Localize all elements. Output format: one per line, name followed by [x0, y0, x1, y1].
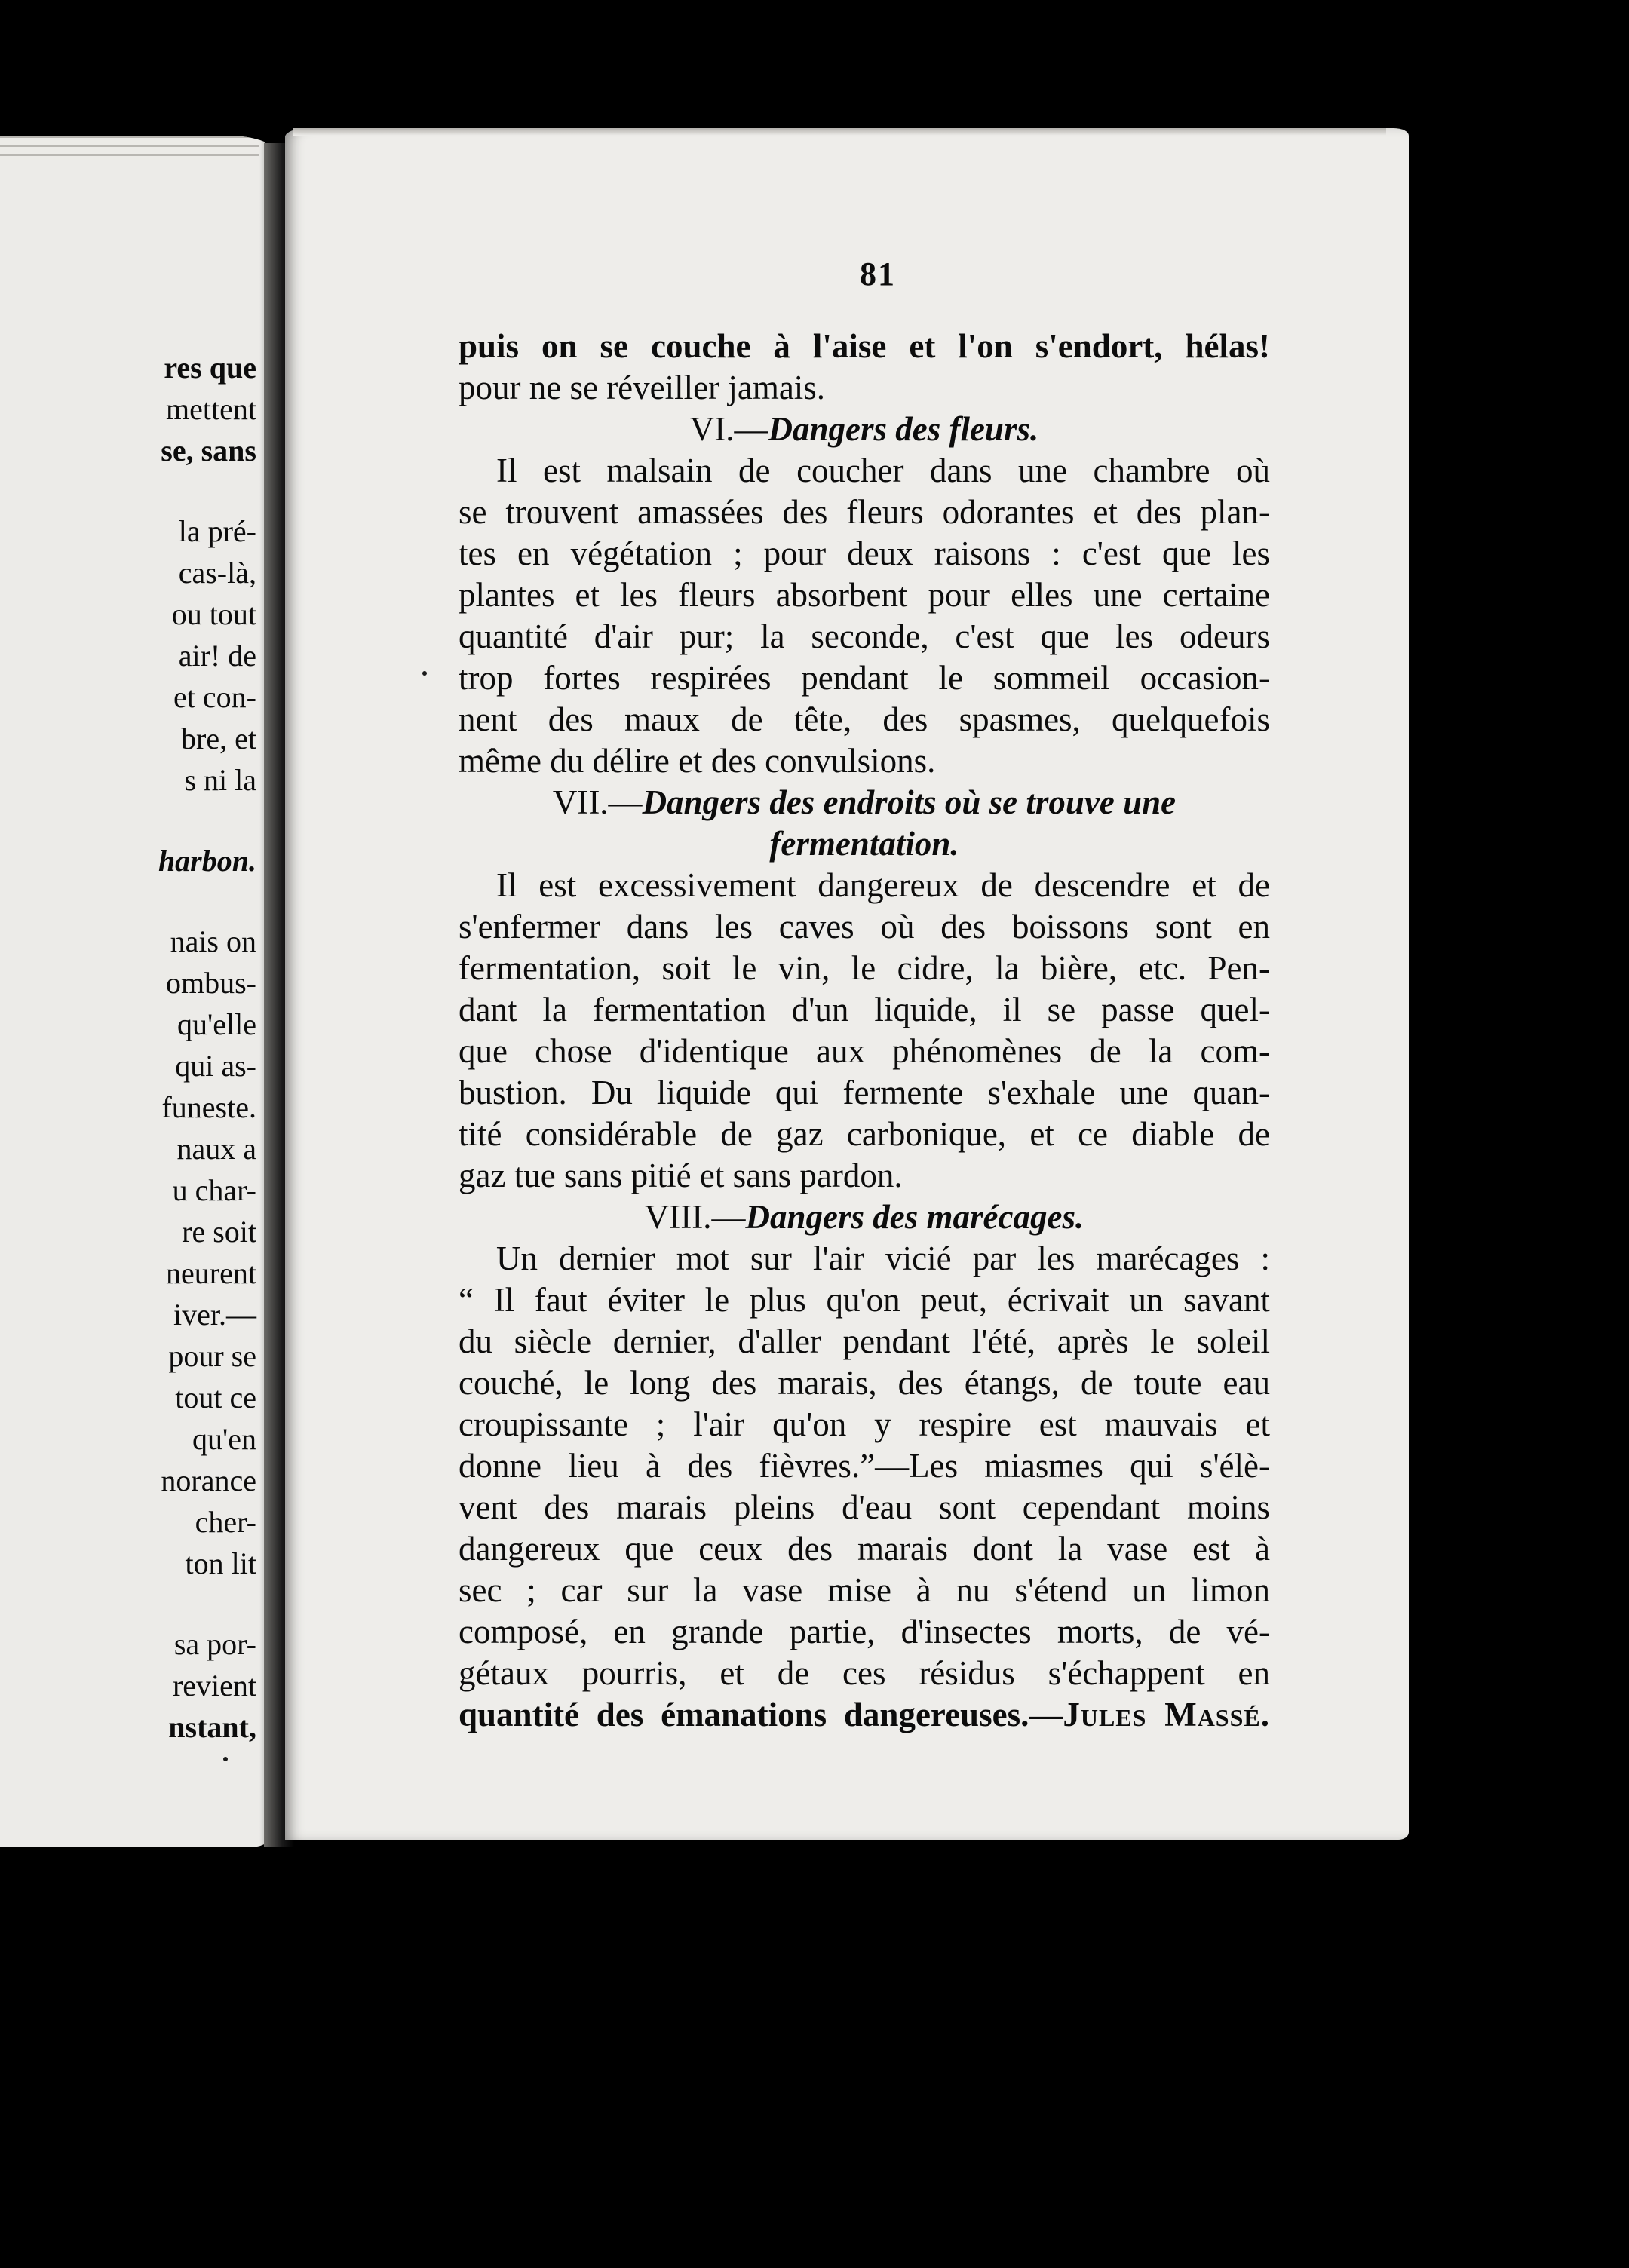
text-fragment: naux a	[176, 1132, 256, 1166]
text-line: même du délire et des convulsions.	[459, 742, 936, 780]
heading-number: VIII.—	[644, 1198, 746, 1236]
heading-title: Dangers des fleurs.	[768, 410, 1039, 448]
text-line: gaz tue sans pitié et sans pardon.	[459, 1157, 903, 1194]
text-fragment: re soit	[182, 1215, 256, 1249]
heading-number: VI.—	[689, 410, 768, 448]
text-fragment: bre, et	[181, 722, 256, 755]
heading-number: VII.—	[552, 783, 643, 821]
text-line: Il est excessivement dangereux de descendre et de	[496, 866, 1270, 904]
text-line: que chose d'identique aux phénomènes de la com-	[459, 1032, 1270, 1070]
text-fragment: qu'en	[192, 1422, 256, 1456]
text-line: nent des maux de tête, des spasmes, quelquefois	[459, 700, 1270, 738]
text-line: donne lieu à des fièvres.”—Les miasmes qui s'élè-	[459, 1447, 1270, 1485]
heading-title: Dangers des marécages.	[745, 1198, 1084, 1236]
line-gap	[158, 881, 256, 921]
text-fragment: pour se	[168, 1339, 256, 1373]
text-fragment: neurent	[166, 1256, 256, 1290]
text-fragment: nais on	[170, 924, 256, 958]
page-stack-edge	[0, 145, 273, 147]
text-line: fermentation, soit le vin, le cidre, la bière, etc. Pen-	[459, 949, 1270, 987]
section-viii-paragraph	[459, 1238, 1270, 1694]
section-heading-vi	[459, 409, 1270, 450]
page-body	[459, 326, 1270, 1736]
text-line: Un dernier mot sur l'air vicié par les marécages :	[496, 1240, 1270, 1277]
text-fragment: ombus-	[166, 966, 256, 1000]
text-fragment: sa por-	[173, 1627, 256, 1661]
text-fragment: norance	[161, 1463, 256, 1497]
text-line: plantes et les fleurs absorbent pour elles une certaine	[459, 576, 1270, 614]
author-signature: Jules Massé.	[1063, 1696, 1270, 1733]
text-fragment: revient	[172, 1669, 256, 1703]
text-line: sec ; car sur la vase mise à nu s'étend un limon	[459, 1571, 1270, 1609]
closing-text: quantité des émanations dangereuses.—	[459, 1696, 1063, 1733]
text-fragment: s ni la	[184, 763, 256, 797]
closing-line	[459, 1694, 1270, 1736]
line-gap	[158, 471, 256, 510]
text-fragment: se, sans	[161, 434, 256, 467]
page-top-edge	[293, 128, 1386, 136]
text-line: s'enfermer dans les caves où des boissons sont en	[459, 908, 1270, 946]
heading-title: Dangers des endroits où se trouve une	[642, 783, 1176, 821]
previous-page-text	[158, 347, 256, 1748]
line-gap	[158, 801, 256, 840]
section-heading-vii	[459, 782, 1270, 823]
line-gap	[158, 1584, 256, 1623]
heading-title: fermentation.	[769, 825, 959, 863]
ink-speck	[422, 671, 427, 676]
text-fragment: cas-là,	[178, 556, 256, 590]
text-line: tes en végétation ; pour deux raisons : c'est que les	[459, 535, 1270, 572]
section-vii-paragraph	[459, 865, 1270, 1197]
text-fragment: qui as-	[175, 1049, 256, 1083]
text-line: gétaux pourris, et de ces résidus s'échappent en	[459, 1654, 1270, 1692]
text-fragment: tout ce	[175, 1381, 256, 1414]
text-fragment: qu'elle	[177, 1007, 256, 1041]
text-line: du siècle dernier, d'aller pendant l'été, après le soleil	[459, 1322, 1270, 1360]
text-line: dant la fermentation d'un liquide, il se passe quel-	[459, 991, 1270, 1028]
text-line: se trouvent amassées des fleurs odorantes et des plan-	[459, 493, 1270, 531]
text-fragment: et con-	[173, 680, 256, 714]
continued-line: pour ne se réveiller jamais.	[459, 369, 826, 406]
ink-speck	[223, 1757, 228, 1761]
text-line: couché, le long des marais, des étangs, de toute eau	[459, 1364, 1270, 1402]
text-line: “ Il faut éviter le plus qu'on peut, écrivait un savant	[459, 1281, 1270, 1319]
text-fragment: funeste.	[161, 1090, 256, 1124]
text-fragment: mettent	[166, 392, 256, 426]
section-heading-viii	[459, 1197, 1270, 1238]
text-fragment: harbon.	[158, 844, 256, 878]
text-fragment: res que	[164, 351, 256, 385]
text-fragment: u char-	[172, 1173, 256, 1207]
text-line: composé, en grande partie, d'insectes morts, de vé-	[459, 1613, 1270, 1650]
text-fragment: air! de	[178, 639, 256, 673]
current-page	[285, 128, 1409, 1840]
section-heading-vii-continued	[459, 823, 1270, 865]
text-line: tité considérable de gaz carbonique, et ce diable de	[459, 1115, 1270, 1153]
page-number: 81	[860, 256, 896, 293]
text-line: trop fortes respirées pendant le sommeil occasion-	[459, 659, 1270, 697]
text-line: quantité d'air pur; la seconde, c'est que les odeurs	[459, 618, 1270, 655]
previous-page	[0, 136, 273, 1847]
text-line: vent des marais pleins d'eau sont cependant moins	[459, 1488, 1270, 1526]
page-stack-edge	[0, 154, 273, 156]
text-line: dangereux que ceux des marais dont la vase est à	[459, 1530, 1270, 1568]
text-line: Il est malsain de coucher dans une chambre où	[496, 452, 1270, 489]
page-stack-edge	[0, 136, 273, 138]
text-fragment: nstant,	[168, 1710, 256, 1744]
text-fragment: ou tout	[171, 597, 256, 631]
continued-line: puis on se couche à l'aise et l'on s'endort, hélas!	[459, 327, 1270, 365]
text-fragment: iver.—	[173, 1298, 256, 1332]
text-fragment: cher-	[195, 1505, 256, 1539]
section-vi-paragraph	[459, 450, 1270, 782]
text-line: bustion. Du liquide qui fermente s'exhale une quan-	[459, 1074, 1270, 1111]
text-fragment: ton lit	[185, 1546, 256, 1580]
text-line: croupissante ; l'air qu'on y respire est mauvais et	[459, 1405, 1270, 1443]
text-fragment: la pré-	[178, 514, 256, 548]
